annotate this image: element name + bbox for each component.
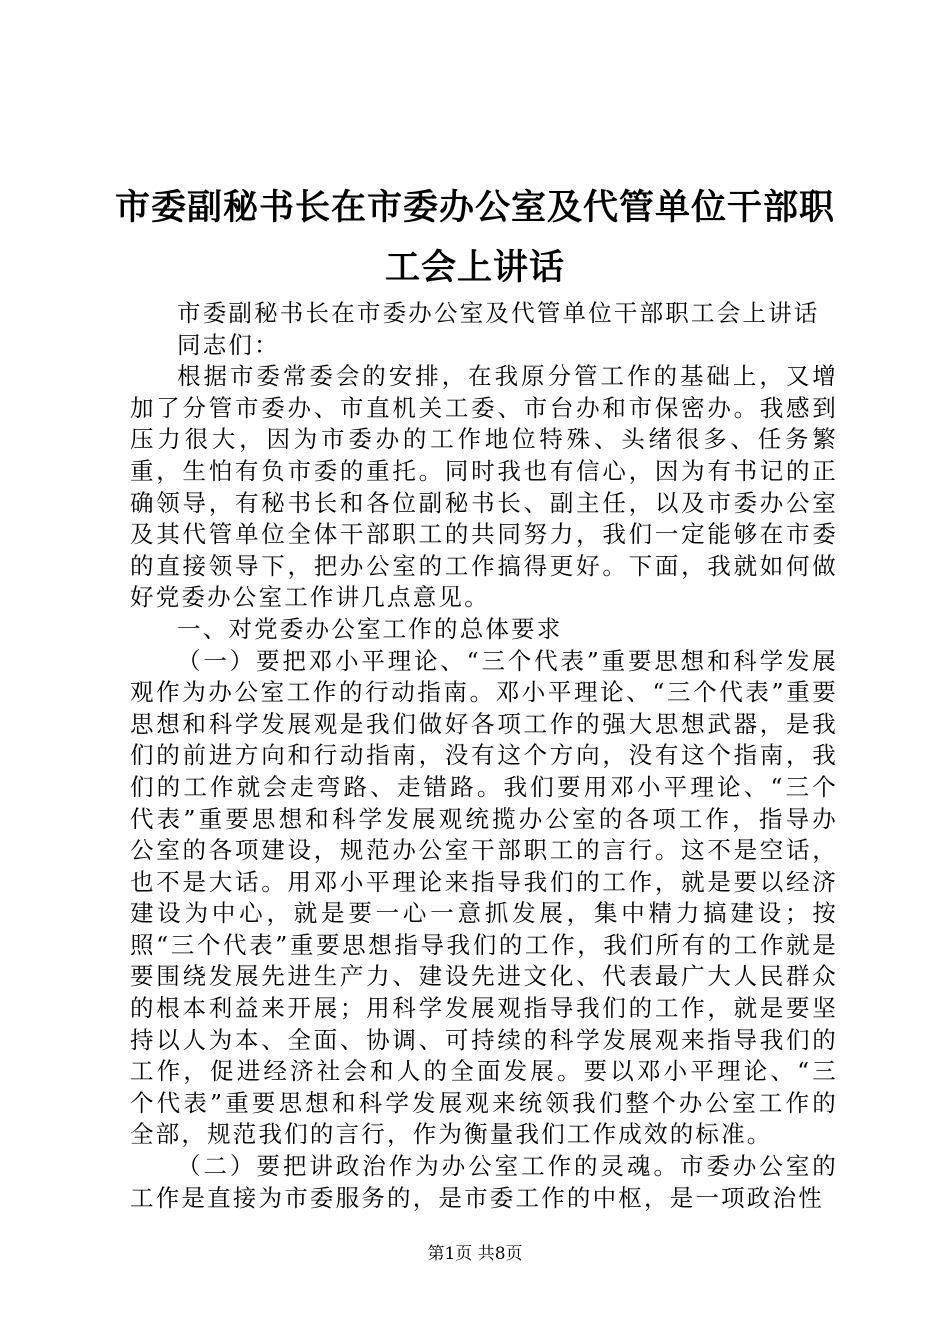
section-heading: 一、对党委办公室工作的总体要求: [177, 614, 563, 643]
document-body: [130, 298, 838, 1214]
body-paragraph: （一）要把邓小平理论、“三个代表”重要思想和科学发展观作为办公室工作的行动指南。邓小平理论、“三个代表”重要思想和科学发展观是我们做好各项工作的强大思想武器，是我们的前进方向和行动指南，没有这个方向，没有这个指南，我们的工作就会走弯路、走错路。我们要用邓小平理论、“三个代表”重要思想和科学发展观统揽办公室的各项工作，指导办公室的各项建设，规范办公室干部职工的言行。这不是空话，也不是大话。用邓小平理论来指导我们的工作，就是要以经济建设为中心，就是要一心一意抓发展，集中精力搞建设；按照“三个代表”重要思想指导我们的工作，我们所有的工作就是要围绕发展先进生产力、建设先进文化、代表最广大人民群众的根本利益来开展；用科学发展观指导我们的工作，就是要坚持以人为本、全面、协调、可持续的科学发展观来指导我们的工作，促进经济社会和人的全面发展。要以邓小平理论、“三个代表”重要思想和科学发展观来统领我们整个办公室工作的全部，规范我们的言行，作为衡量我们工作成效的标准。: [130, 646, 838, 1149]
document-title-line-2: 工会上讲话: [384, 247, 565, 288]
body-paragraph-salutation: 同志们：: [177, 330, 280, 359]
body-paragraph-subtitle: 市委副秘书长在市委办公室及代管单位干部职工会上讲话: [177, 299, 820, 327]
body-paragraph: （二）要把讲政治作为办公室工作的灵魂。市委办公室的工作是直接为市委服务的，是市委工作的中枢，是一项政治性: [130, 1152, 838, 1212]
page-number-footer: 第1页 共8页: [427, 1244, 523, 1264]
document-title-line-1: 市委副秘书长在市委办公室及代管单位干部职: [114, 187, 835, 228]
body-paragraph: 根据市委常委会的安排，在我原分管工作的基础上，又增加了分管市委办、市直机关工委、市台办和市保密办。我感到压力很大，因为市委办的工作地位特殊、头绪很多、任务繁重，生怕有负市委的重托。同时我也有信心，因为有书记的正确领导，有秘书长和各位副秘书长、副主任，以及市委办公室及其代管单位全体干部职工的共同努力，我们一定能够在市委的直接领导下，把办公室的工作搞得更好。下面，我就如何做好党委办公室工作讲几点意见。: [130, 362, 838, 612]
